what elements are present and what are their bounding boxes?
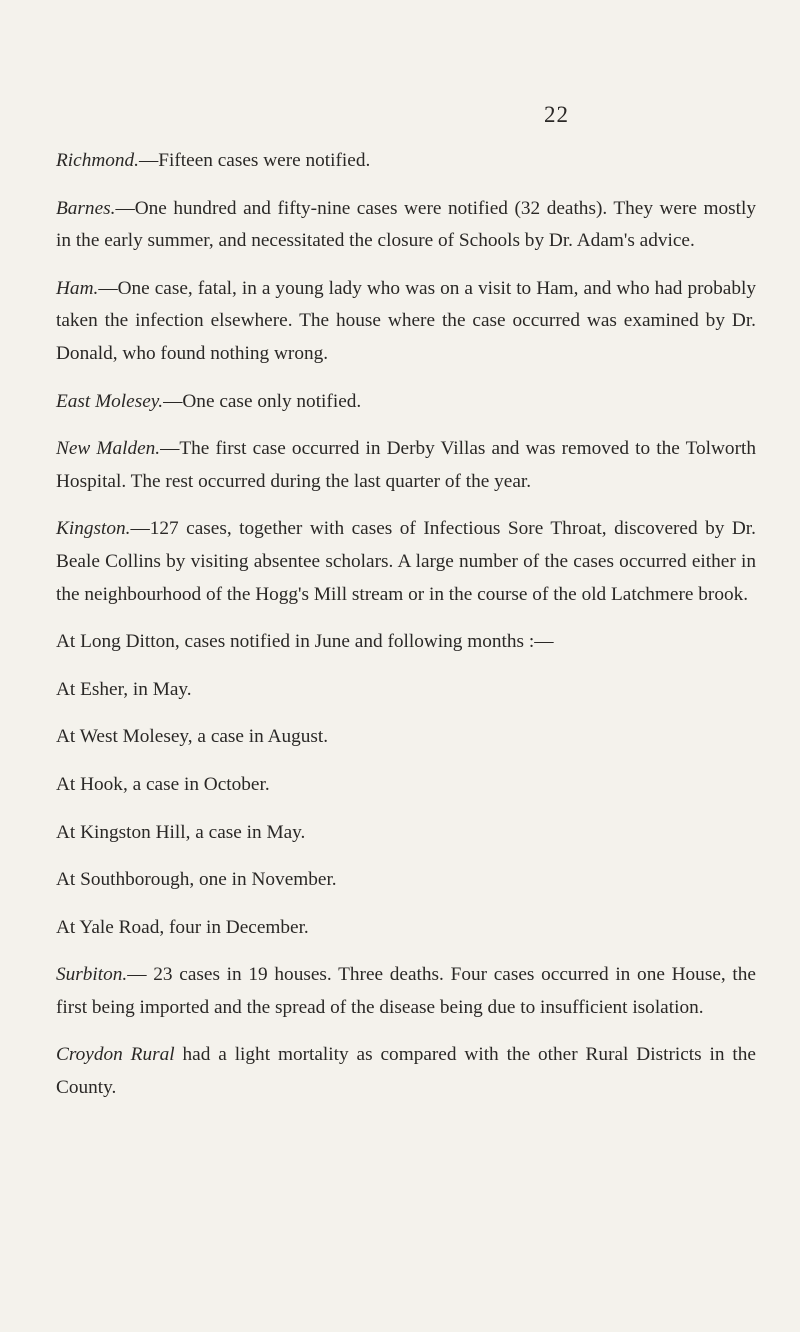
place-name: New Malden. [56,438,161,460]
paragraph-text: —127 cases, together with cases of Infectious Sore Throat, discovered by Dr. Beale Collins by visiting absentee scholars. A large number of the cases occurred either in the neighbourhood of the Hogg's Mill stream or in the course of the old Latchmere brook. [56,518,756,605]
paragraph-text: had a light mortality as compared with the other Rural Districts in the County. [56,1044,756,1099]
paragraph-croydon-rural [56,1039,756,1104]
paragraph-richmond [56,145,756,178]
list-item: At Yale Road, four in December. [56,916,309,938]
paragraph-surbiton [56,959,756,1024]
paragraph-text: —One case only notified. [163,390,362,412]
place-name: Croydon Rural [56,1044,175,1066]
place-name: East Molesey. [56,390,164,412]
paragraph-text: —Fifteen cases were notified. [139,150,371,171]
paragraph-text: —One case, fatal, in a young lady who was on a visit to Ham, and who had probably taken the infection elsewhere. The house where the case occurred was examined by Dr. Donald, who found nothing wrong. [56,277,756,364]
paragraph-east-molesey [56,386,756,419]
list-item: At Hook, a case in October. [56,773,270,795]
list-item: At Esher, in May. [56,678,192,700]
page-number: 22 [544,102,569,127]
paragraph-text: —The first case occurred in Derby Villas and was removed to the Tolworth Hospital. The rest occurred during the last quarter of the year. [56,438,756,492]
paragraph-text: — 23 cases in 19 houses. Three deaths. Four cases occurred in one House, the first being imported and the spread of the disease being due to insufficient isolation. [56,964,756,1018]
place-name: Barnes. [56,197,116,219]
paragraph-ham [56,273,756,371]
paragraph-new-malden [56,433,756,498]
paragraph-kingston [56,513,756,611]
list-item: At Southborough, one in November. [56,869,337,891]
place-name: Ham. [56,277,99,299]
place-name: Kingston. [56,518,131,540]
paragraph-text: —One hundred and fifty-nine cases were notified (32 deaths). They were mostly in the early summer, and necessitated the closure of Schools by Dr. Adam's advice. [56,197,756,252]
paragraph-barnes [56,193,756,258]
place-name: Surbiton. [56,964,128,986]
list-item: At Kingston Hill, a case in May. [56,821,306,843]
place-name: Richmond. [56,150,139,171]
list-item: At Long Ditton, cases notified in June and following months :— [56,631,554,653]
page-content [56,145,756,1120]
list-item: At West Molesey, a case in August. [56,726,329,748]
